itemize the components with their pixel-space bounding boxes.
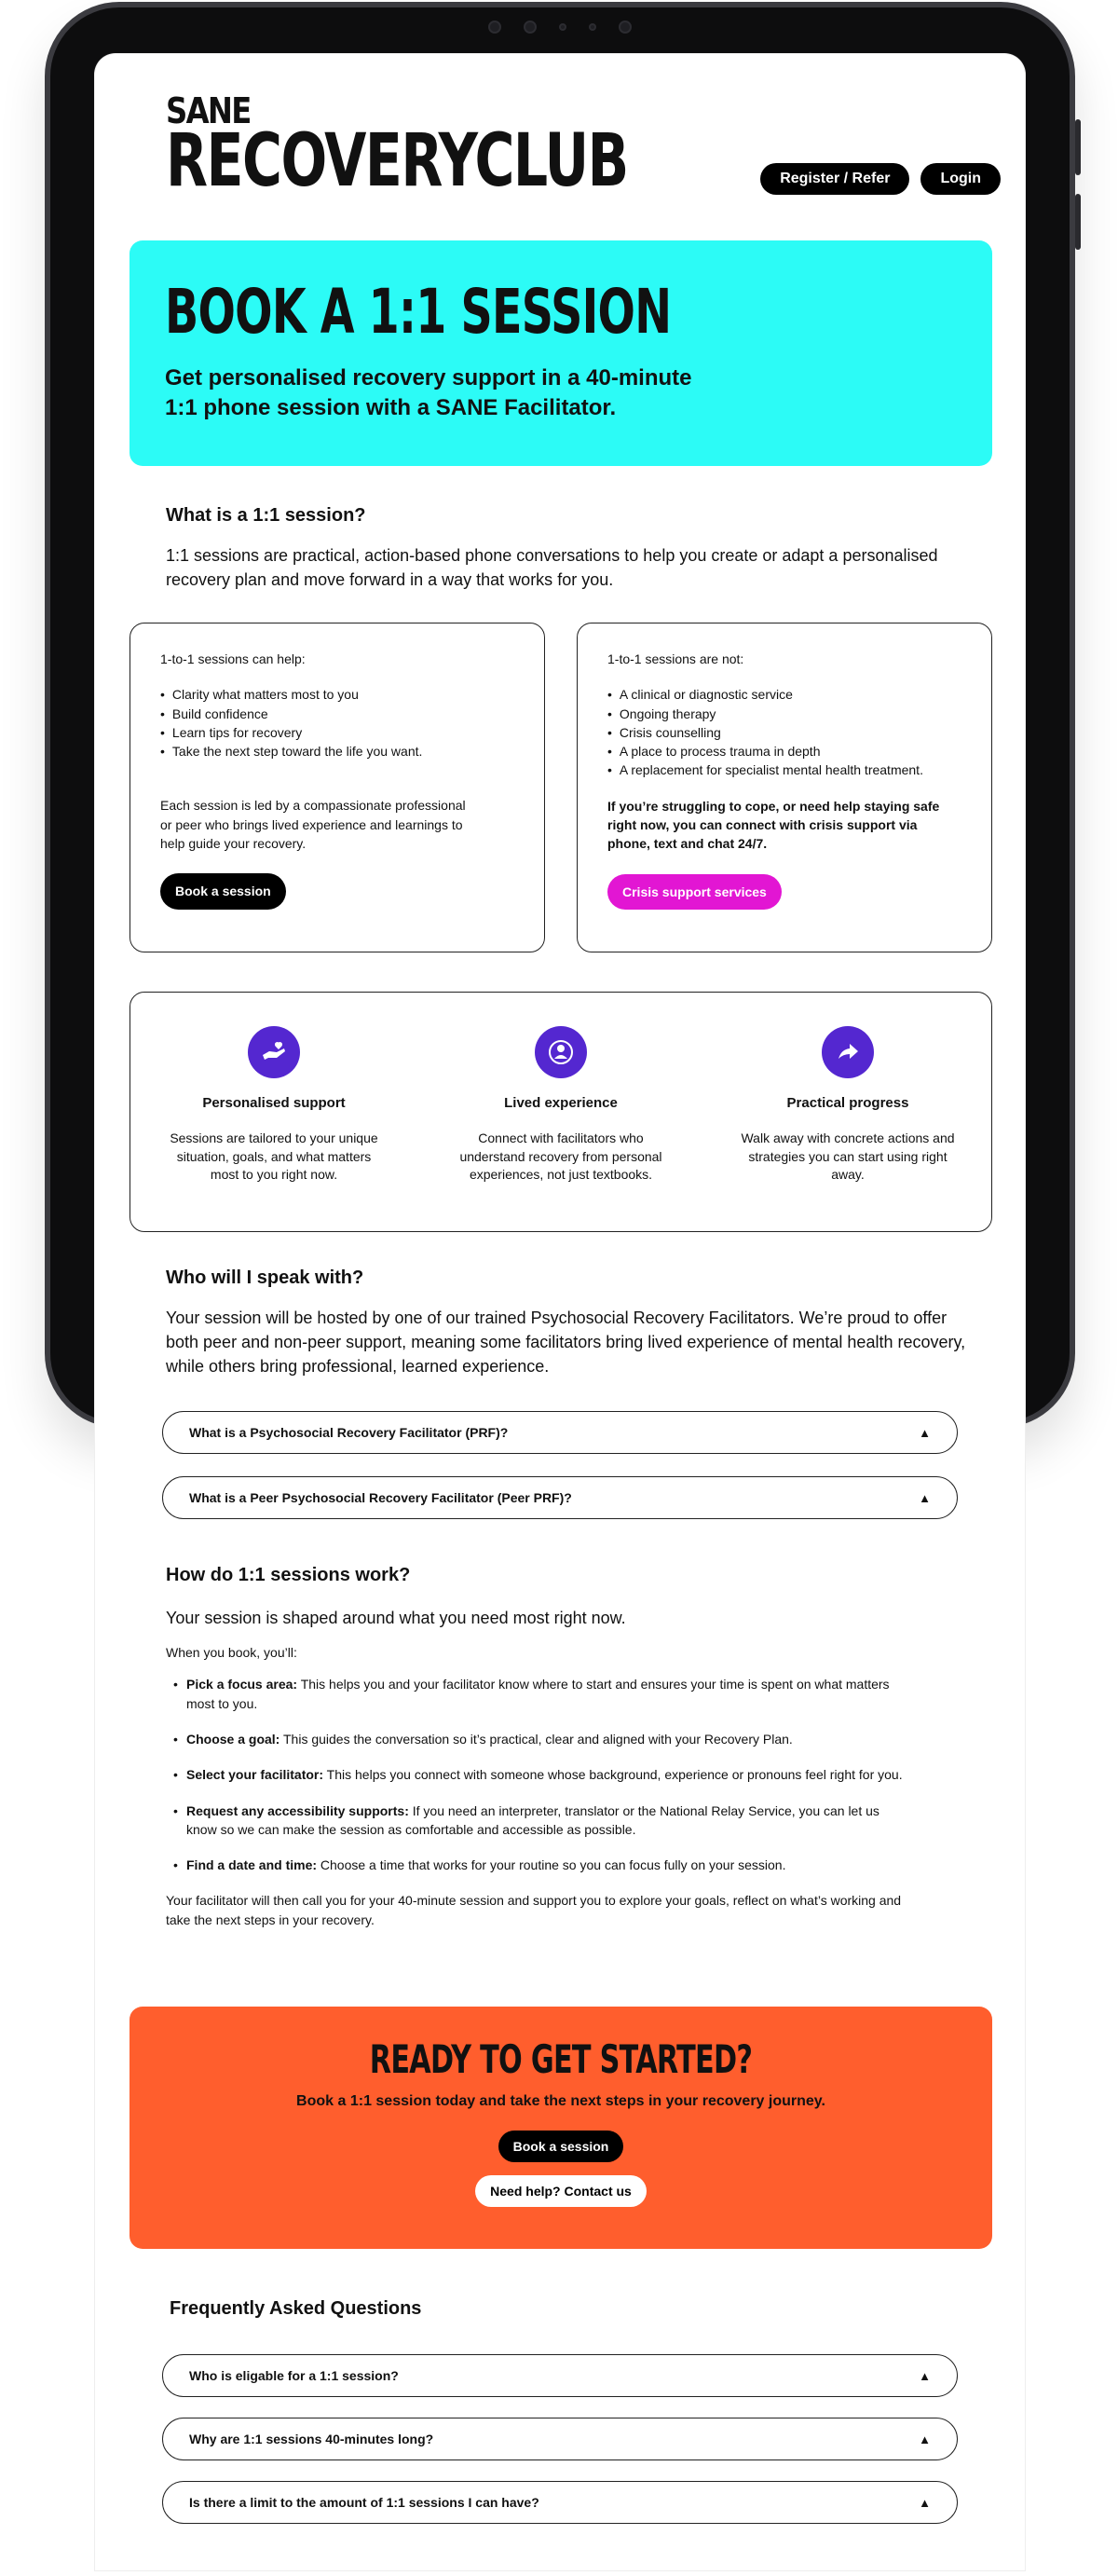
list-item: • Learn tips for recovery [160,723,514,742]
are-not-intro: 1-to-1 sessions are not: [607,651,744,666]
step-label: Pick a focus area: [186,1677,298,1692]
book-session-button[interactable]: Book a session [160,873,286,909]
crisis-note: If you’re struggling to cope, or need help staying safe right now, you can connect with crisis support via phone, text and chat 24/7. [607,798,940,852]
sane-recoveryclub-logo[interactable] [166,90,782,204]
can-help-intro: 1-to-1 sessions can help: [160,651,306,666]
person-icon [535,1026,587,1078]
accordion-prf[interactable] [162,1411,958,1454]
how-closing: Your facilitator will then call you for your 40-minute session and support you to explore your goals, reflect on what’s working and take the next steps in your recovery. [166,1893,902,1927]
accordion-peer-prf[interactable] [162,1476,958,1519]
camera-bar [488,21,632,34]
accordion-label: Who is eligable for a 1:1 session? [189,2368,399,2383]
list-item: • A clinical or diagnostic service [607,685,961,704]
feature-lived [454,1026,668,1231]
accordion-label: What is a Peer Psychosocial Recovery Facilitator (Peer PRF)? [189,1490,572,1505]
chevron-up-icon: ▲ [919,2495,931,2510]
how-steps [166,1675,967,1874]
site-header [95,54,1025,240]
book-session-button[interactable]: Book a session [498,2131,624,2162]
chevron-up-icon: ▲ [919,1425,931,1440]
chevron-up-icon: ▲ [919,2368,931,2383]
page-title: BOOK A 1:1 SESSION [165,276,672,348]
register-refer-button[interactable]: Register / Refer [760,163,909,195]
chevron-up-icon: ▲ [919,2432,931,2446]
can-help-card [130,623,545,952]
hero-subtitle: Get personalised recovery support in a 40-minute 1:1 phone session with a SANE Facilitator. [165,365,692,421]
chevron-up-icon: ▲ [919,1490,931,1505]
list-item [173,1856,909,1874]
faq-item-eligibility[interactable] [162,2354,958,2397]
feature-text: Walk away with concrete actions and strategies you can start using right away. [741,1130,955,1183]
feature-personalised [167,1026,381,1231]
who-section [166,1267,967,1378]
step-label: Find a date and time: [186,1857,318,1873]
features-panel [130,992,992,1232]
volume-button [1075,119,1081,175]
feature-text: Sessions are tailored to your unique situation, goals, and what matters most to you right now. [170,1130,378,1183]
feature-title: Personalised support [202,1095,346,1111]
cta-banner [130,2007,992,2249]
sensor-icon [488,21,501,34]
arrow-forward-icon [822,1026,874,1078]
list-item: • A place to process trauma in depth [607,742,961,760]
how-lead: Your session is shaped around what you need most right now. [166,1609,626,1627]
volume-button [1075,194,1081,250]
how-intro: When you book, you’ll: [166,1645,297,1661]
step-label: Select your facilitator: [186,1767,324,1783]
accordion-label: What is a Psychosocial Recovery Facilitator (PRF)? [189,1425,509,1440]
faq-item-limit[interactable] [162,2481,958,2524]
accordion-label: Is there a limit to the amount of 1:1 sessions I can have? [189,2495,539,2510]
how-section [166,1562,967,1929]
sensor-icon [619,21,632,34]
who-body: Your session will be hosted by one of our trained Psychosocial Recovery Facilitators. We’re proud to offer both peer and non-peer support, meaning some facilitators bring lived experience of mental health recovery, while others bring professional, learned experience. [166,1309,966,1377]
can-help-list [160,685,514,760]
step-label: Request any accessibility supports: [186,1802,409,1818]
webpage [95,54,1025,2570]
cta-text: Book a 1:1 session today and take the next steps in your recovery journey. [296,2093,825,2109]
feature-title: Practical progress [786,1095,909,1111]
step-text: Choose a time that works for your routine so you can focus fully on your session. [317,1857,786,1873]
list-item: • Clarity what matters most to you [160,685,514,704]
list-item [173,1675,909,1713]
list-item: • Crisis counselling [607,723,961,742]
hand-heart-icon [248,1026,300,1078]
feature-title: Lived experience [504,1095,618,1111]
how-title: How do 1:1 sessions work? [166,1565,411,1585]
list-item: • Build confidence [160,705,514,723]
are-not-list [607,685,961,779]
can-help-note: Each session is led by a compassionate professional or peer who brings lived experience and learnings to help guide your recovery. [160,798,466,852]
logo-line-2: RECOVERYCLUB [166,119,628,204]
crisis-support-button[interactable]: Crisis support services [607,874,782,910]
faq-item-duration[interactable] [162,2418,958,2460]
sensor-dot-icon [559,23,566,31]
list-item [173,1802,909,1840]
feature-practical [741,1026,955,1231]
sensor-dot-icon [589,23,596,31]
list-item: • Take the next step toward the life you want. [160,742,514,760]
cta-title: READY TO GET STARTED? [369,2036,753,2082]
list-item: • A replacement for specialist mental health treatment. [607,760,961,779]
faq-title: Frequently Asked Questions [170,2298,422,2319]
list-item: • Ongoing therapy [607,705,961,723]
logo-line-1: SANE [166,90,251,131]
who-title: Who will I speak with? [166,1267,364,1288]
login-button[interactable]: Login [920,163,1001,195]
are-not-card [577,623,992,952]
step-text: This guides the conversation so it’s practical, clear and aligned with your Recovery Plan. [280,1731,793,1747]
what-body: 1:1 sessions are practical, action-based phone conversations to help you create or adapt a personalised recovery plan and move forward in a way that works for you. [166,546,938,590]
header-actions [760,163,1001,195]
contact-us-button[interactable]: Need help? Contact us [475,2175,647,2207]
step-text: This helps you connect with someone whose background, experience or pronouns feel right for you. [323,1767,903,1783]
feature-text: Connect with facilitators who understand recovery from personal experiences, not just textbooks. [459,1130,662,1183]
what-title: What is a 1:1 session? [166,505,366,526]
step-text: This helps you and your facilitator know where to start and ensures your time is spent on what matters most to you. [186,1677,890,1711]
step-text: If you need an interpreter, translator or the National Relay Service, you can let us know so we can make the session as comfortable and accessible as possible. [186,1802,879,1837]
step-label: Choose a goal: [186,1731,280,1747]
list-item [173,1765,909,1784]
camera-icon [524,21,537,34]
accordion-label: Why are 1:1 sessions 40-minutes long? [189,2432,434,2446]
what-section [166,505,958,592]
list-item [173,1730,909,1748]
hero-banner [130,240,992,466]
